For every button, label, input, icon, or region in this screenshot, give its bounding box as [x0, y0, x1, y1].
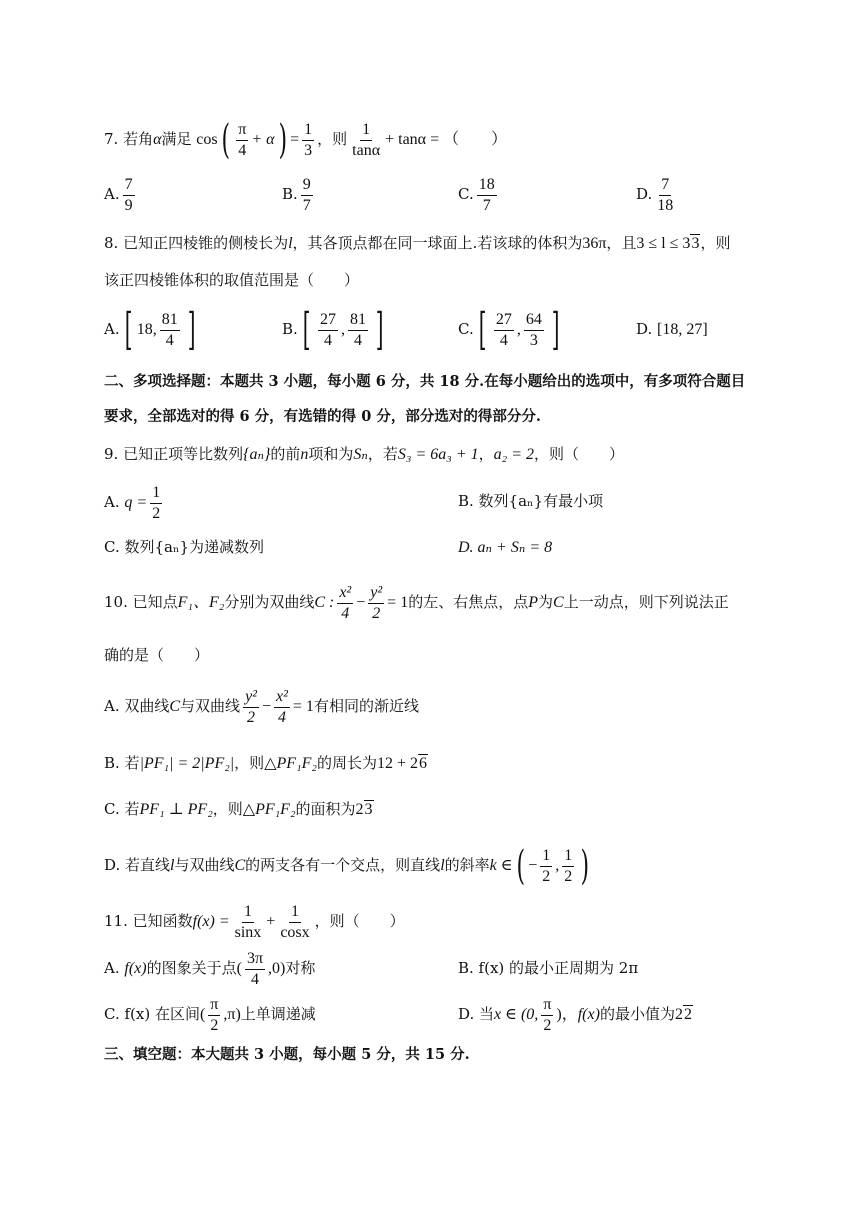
section-3-header: 三、填空题：本大题共 3 小题，每小题 5 分，共 15 分. — [104, 1046, 470, 1063]
question-10-option-c: C. 若PF₁ ⊥ PF₂，则△PF₁F₂的面积为23 — [104, 800, 373, 818]
question-7-option-a: A. $\frac{7}{9}$ — [104, 176, 133, 214]
question-10-option-b: B. 若|PF₁| = 2|PF₂|，则△PF₁F₂的周长为12 + 26 — [104, 754, 427, 772]
question-11-option-b: B. f(x) 的最小正周期为 2π — [458, 959, 639, 977]
question-8-line-2: 该正四棱锥体积的取值范围是（ ） — [104, 271, 360, 289]
question-8-option-c: C. [ $\frac{27}{4}$ , $\frac{64}{3}$ ] — [458, 304, 560, 355]
question-11-option-d: D. 当x ∈ (0, $\frac{\pi}{2}$ )，f(x)的最小值为22 — [458, 996, 692, 1034]
question-10-line-2: 确的是（ ） — [104, 646, 210, 664]
question-7-stem: 7. 若角α满足 cos( $\frac{\pi}{4}$ + α) = $\frac{1}{3}$ ，则 $\frac{1}{\tan\alpha}$ + tanα = （ ） — [104, 117, 508, 163]
question-7-option-b: B. $\frac{9}{7}$ — [282, 176, 311, 214]
question-8-option-b: B. [ $\frac{27}{4}$ , $\frac{81}{4}$ ] — [282, 304, 384, 355]
question-8-option-a: A. [ 18, $\frac{81}{4}$ ] — [104, 304, 196, 355]
question-11-stem: 11. 已知函数f(x) = $\frac{1}{\sin x}$ + $\frac{1}{\cos x}$ ，则（ ） — [104, 903, 405, 941]
question-7-option-d: D. $\frac{7}{18}$ — [636, 176, 674, 214]
question-11-option-c: C. f(x) 在区间( $\frac{\pi}{2}$ ,π)上单调递减 — [104, 996, 316, 1034]
section-2-header-line-2: 要求，全部选对的得 6 分，有选错的得 0 分，部分选对的得部分分. — [104, 408, 541, 425]
question-9-option-a: A. q = $\frac{1}{2}$ — [104, 484, 161, 522]
question-9-option-d: D. aₙ + Sₙ = 8 — [458, 539, 553, 556]
question-10-stem: 10. 已知点F₁、F₂分别为双曲线C : $\frac{\text{x²}}{4}$ − $\frac{\text{y²}}{2}$ = 1的左、右焦点，点P为C上一动点，则下列说法正 — [104, 584, 729, 622]
question-10-option-a: A. 双曲线C与双曲线 $\frac{\text{y²}}{2}$ − $\frac{\text{x²}}{4}$ = 1有相同的渐近线 — [104, 688, 419, 726]
question-9-option-b: B. 数列{aₙ}有最小项 — [458, 492, 604, 510]
question-8-option-d: D. [18, 27] — [636, 320, 708, 338]
section-2-header-line-1: 二、多项选择题：本题共 3 小题，每小题 6 分，共 18 分.在每小题给出的选项中，有多项符合题目 — [104, 373, 746, 390]
question-7-option-c: C. $\frac{18}{7}$ — [458, 176, 495, 214]
question-11-option-a: A. f(x)的图象关于点( $\frac{3\pi}{4}$ ,0)对称 — [104, 950, 316, 988]
question-9-stem: 9. 已知正项等比数列{aₙ}的前n项和为Sₙ，若S₃ = 6a₃ + 1，a₂ = 2，则（ ） — [104, 445, 625, 463]
question-9-option-c: C. 数列{aₙ}为递减数列 — [104, 538, 264, 556]
question-10-option-d: D. 若直线l与双曲线C的两支各有一个交点，则直线l的斜率k ∈( − $\frac{1}{2}$ , $\frac{1}{2}$ ) — [104, 843, 590, 889]
question-8-line-1: 8. 已知正四棱锥的侧棱长为l，其各顶点都在同一球面上.若该球的体积为36π，且3 ≤ l ≤ 33，则 — [104, 234, 731, 252]
